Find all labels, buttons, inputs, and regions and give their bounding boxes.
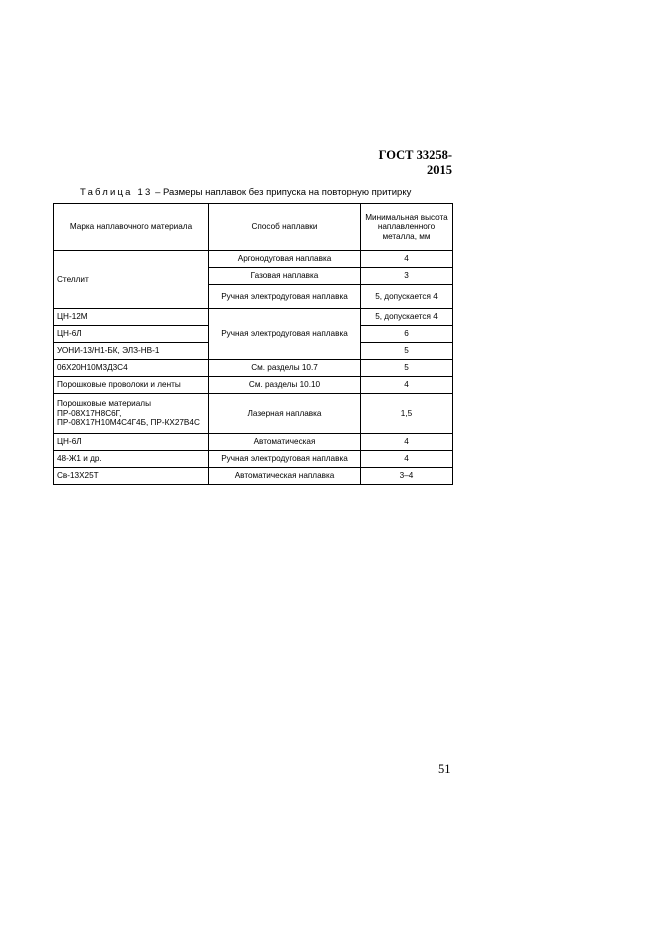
- cell-material: 06Х20Н10М3Д3С4: [54, 360, 209, 377]
- cell-material: ЦН-6Л: [54, 326, 209, 343]
- cell-height: 4: [361, 251, 453, 268]
- cell-height: 4: [361, 451, 453, 468]
- cell-material: Св-13Х25Т: [54, 468, 209, 485]
- header-method: Способ наплавки: [209, 204, 361, 251]
- cell-height: 3: [361, 268, 453, 285]
- cell-material: Порошковые материалы ПР-08Х17Н8С6Г, ПР-08Х17Н10М4С4Г4Б, ПР-КХ27В4С: [54, 394, 209, 434]
- page-number: 51: [438, 762, 451, 776]
- cell-material: ЦН-12М: [54, 309, 209, 326]
- cell-height: 5: [361, 360, 453, 377]
- cell-height: 1,5: [361, 394, 453, 434]
- table-row: [54, 377, 453, 394]
- cell-method: Автоматическая наплавка: [209, 468, 361, 485]
- standard-header: ГОСТ 33258-2015: [378, 148, 452, 177]
- dimensions-table: [53, 203, 453, 485]
- table-caption: [80, 187, 411, 198]
- table-row: [54, 451, 453, 468]
- cell-method: Ручная электродуговая наплавка: [209, 309, 361, 360]
- table-row: [54, 394, 453, 434]
- cell-material: Порошковые проволоки и ленты: [54, 377, 209, 394]
- table-header-row: [54, 204, 453, 251]
- cell-material: УОНИ-13/Н1-БК, ЭЛЗ-НВ-1: [54, 343, 209, 360]
- table-row: [54, 251, 453, 268]
- cell-method: Лазерная наплавка: [209, 394, 361, 434]
- cell-height: 4: [361, 377, 453, 394]
- cell-method: Газовая наплавка: [209, 268, 361, 285]
- cell-height: 5, допускается 4: [361, 309, 453, 326]
- cell-material: 48-Ж1 и др.: [54, 451, 209, 468]
- table-row: [54, 309, 453, 326]
- cell-height: 4: [361, 434, 453, 451]
- table-caption-text: – Размеры наплавок без припуска на повторную притирку: [152, 187, 412, 198]
- cell-method: См. разделы 10.7: [209, 360, 361, 377]
- table-row: [54, 468, 453, 485]
- cell-method: Ручная электродуговая наплавка: [209, 285, 361, 309]
- table-row: [54, 434, 453, 451]
- table-row: [54, 360, 453, 377]
- cell-height: 5, допускается 4: [361, 285, 453, 309]
- cell-method: Аргонодуговая наплавка: [209, 251, 361, 268]
- cell-height: 3–4: [361, 468, 453, 485]
- cell-material: Стеллит: [54, 251, 209, 309]
- table-caption-label: Таблица 13: [80, 187, 153, 198]
- cell-material: ЦН-6Л: [54, 434, 209, 451]
- cell-height: 5: [361, 343, 453, 360]
- cell-method: Ручная электродуговая наплавка: [209, 451, 361, 468]
- cell-method: Автоматическая: [209, 434, 361, 451]
- header-height: Минимальная высота наплавленного металла, мм: [361, 204, 453, 251]
- header-material: Марка наплавочного материала: [54, 204, 209, 251]
- cell-height: 6: [361, 326, 453, 343]
- cell-method: См. разделы 10.10: [209, 377, 361, 394]
